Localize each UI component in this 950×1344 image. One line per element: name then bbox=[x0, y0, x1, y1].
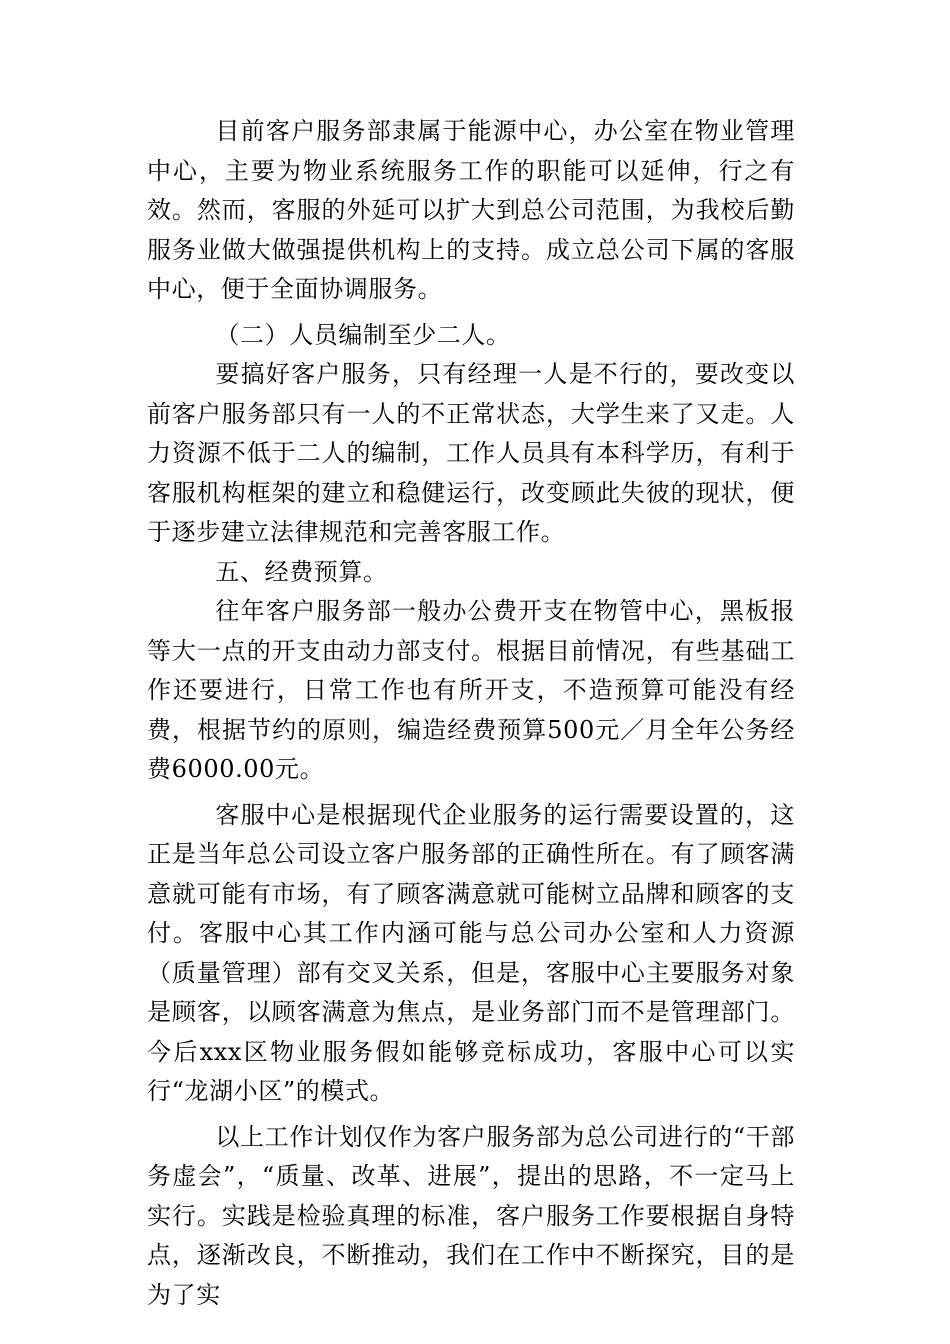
paragraph-staffing: 要搞好客户服务，只有经理一人是不行的，要改变以前客户服务部只有一人的不正常状态，大学生来了又走。人力资源不低于二人的编制，工作人员具有本科学历，有利于客服机构框架的建立和稳健运行，改变顾此失彼的现状，便于逐步建立法律规范和完善客服工作。 bbox=[147, 360, 795, 546]
paragraph-service-center-rationale: 客服中心是根据现代企业服务的运行需要设置的，这正是当年总公司设立客户服务部的正确性所在。有了顾客满意就可能有市场，有了顾客满意就可能树立品牌和顾客的支付。客服中心其工作内涵可能与总公司办公室和人力资源（质量管理）部有交叉关系，但是，客服中心主要服务对象是顾客，以顾客满意为焦点，是业务部门而不是管理部门。今后xxx区物业服务假如能够竞标成功，客服中心可以实行“龙湖小区”的模式。 bbox=[147, 800, 795, 1105]
heading-budget: 五、经费预算。 bbox=[215, 557, 388, 586]
paragraph-service-dept-affiliation: 目前客户服务部隶属于能源中心，办公室在物业管理中心，主要为物业系统服务工作的职能可以延伸，行之有效。然而，客服的外延可以扩大到总公司范围，为我校后勤服务业做大做强提供机构上的支持。成立总公司下属的客服中心，便于全面协调服务。 bbox=[147, 117, 795, 303]
document-body bbox=[147, 112, 795, 1315]
heading-staffing: （二）人员编制至少二人。 bbox=[215, 320, 511, 349]
paragraph-conclusion: 以上工作计划仅作为客户服务部为总公司进行的“干部务虚会”，“质量、改革、进展”，提出的思路，不一定马上实行。实践是检验真理的标准，客户服务工作要根据自身特点，逐渐改良，不断推动，我们在工作中不断探究，目的是为了实 bbox=[147, 1122, 795, 1309]
paragraph-budget: 往年客户服务部一般办公费开支在物管中心，黑板报等大一点的开支由动力部支付。根据目前情况，有些基础工作还要进行，日常工作也有所开支，不造预算可能没有经费，根据节约的原则，编造经费预算500元／月全年公务经费6000.00元。 bbox=[147, 597, 795, 783]
